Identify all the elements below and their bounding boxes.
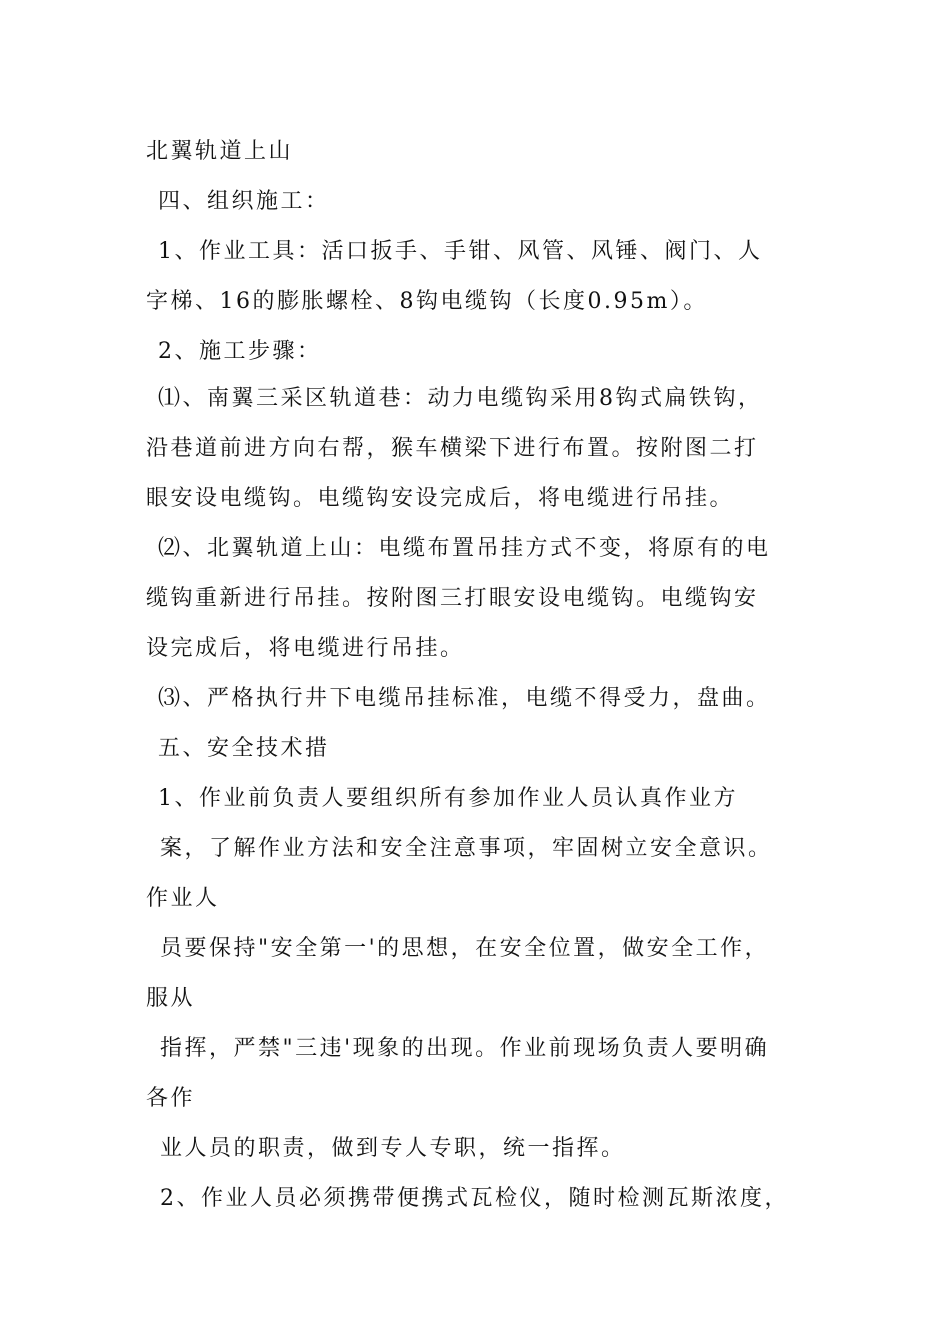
text-line: 字梯、16的膨胀螺栓、8钩电缆钩（长度0.95m）。	[146, 289, 708, 314]
section-heading: 四、组织施工：	[158, 189, 330, 214]
text-line: 作业人	[146, 886, 220, 911]
text-line: 眼安设电缆钩。电缆钩安设完成后，将电缆进行吊挂。	[146, 486, 735, 511]
text-line: ⑴、南翼三采区轨道巷：动力电缆钩采用8钩式扁铁钩，	[158, 386, 763, 411]
text-line: 2、作业人员必须携带便携式瓦检仪，随时检测瓦斯浓度，	[160, 1186, 789, 1211]
text-line: 1、作业前负责人要组织所有参加作业人员认真作业方	[158, 786, 738, 811]
section-heading: 五、安全技术措	[158, 736, 330, 761]
text-line: 业人员的职责，做到专人专职，统一指挥。	[160, 1136, 626, 1161]
text-line: 沿巷道前进方向右帮，猴车横梁下进行布置。按附图二打	[146, 436, 759, 461]
text-line: ⑵、北翼轨道上山：电缆布置吊挂方式不变，将原有的电	[158, 536, 771, 561]
text-line: 各作	[146, 1086, 196, 1111]
text-line: ⑶、严格执行井下电缆吊挂标准，电缆不得受力，盘曲。	[158, 686, 771, 711]
text-line: 员要保持"安全第一'的思想，在安全位置，做安全工作，	[160, 936, 770, 961]
text-line: 1、作业工具：活口扳手、手钳、风管、风锤、阀门、人	[158, 239, 763, 264]
text-line: 指挥，严禁"三违'现象的出现。作业前现场负责人要明确	[160, 1036, 770, 1061]
text-line: 案，了解作业方法和安全注意事项，牢固树立安全意识。	[160, 836, 773, 861]
text-line: 北翼轨道上山	[146, 139, 294, 164]
text-line: 设完成后，将电缆进行吊挂。	[146, 636, 465, 661]
text-line: 缆钩重新进行吊挂。按附图三打眼安设电缆钩。电缆钩安	[146, 586, 759, 611]
text-line: 服从	[146, 986, 196, 1011]
text-line: 2、施工步骤：	[158, 339, 322, 364]
